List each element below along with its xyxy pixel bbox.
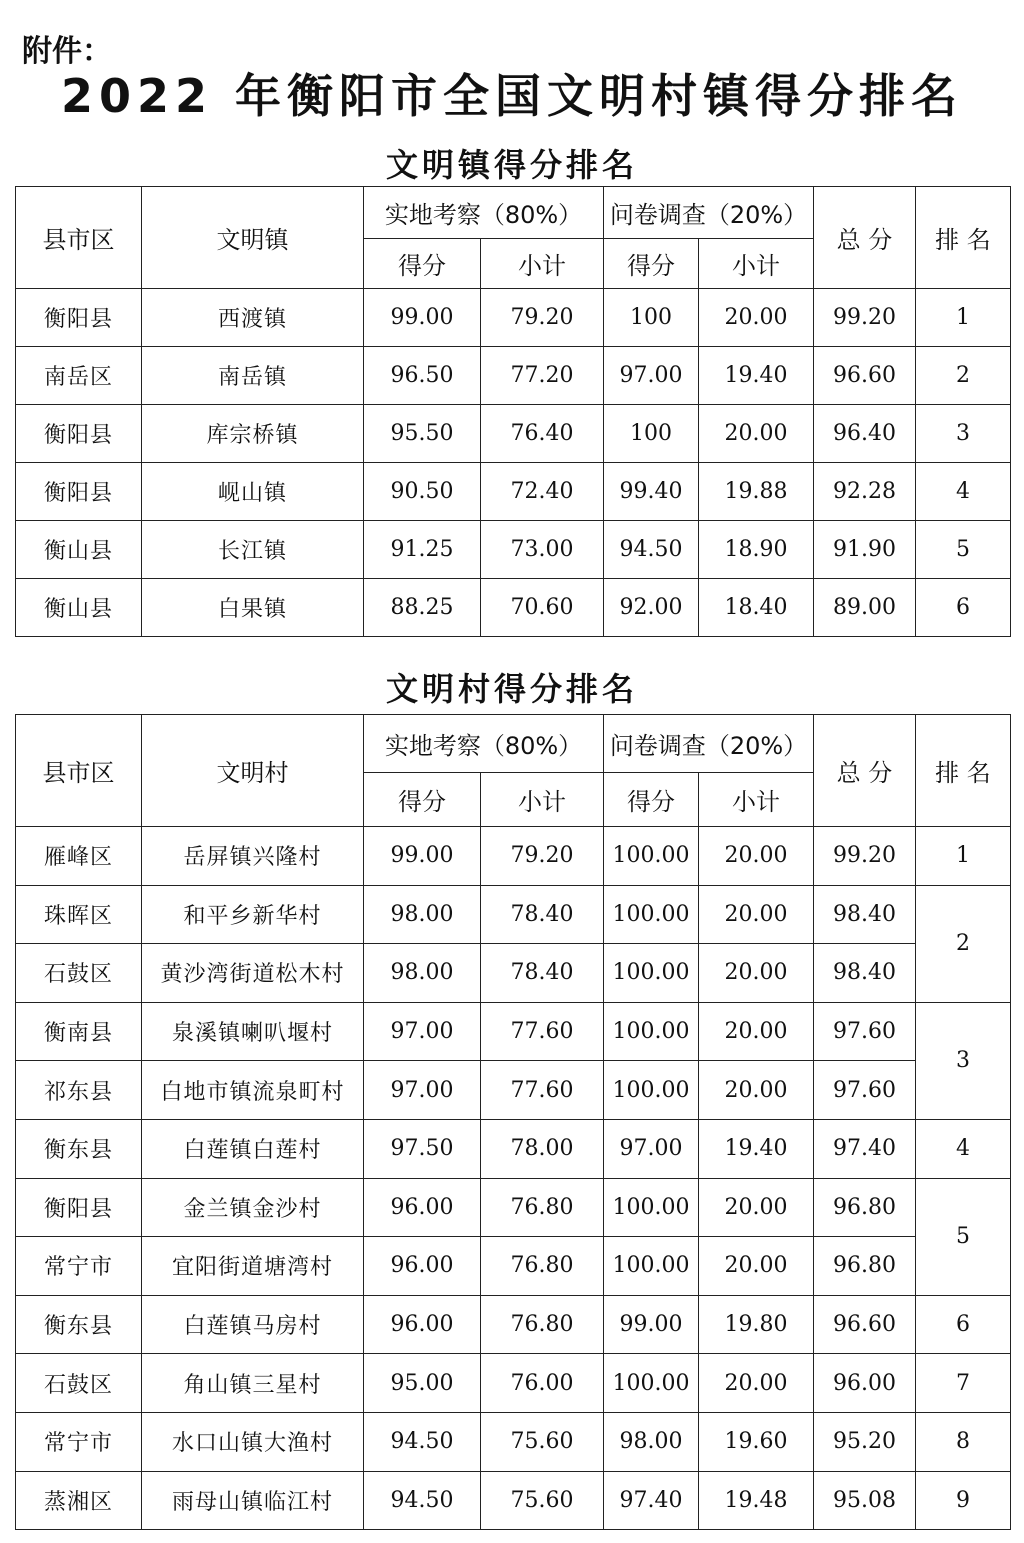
rank-cell: 3	[916, 1002, 1011, 1119]
field-subtotal-cell: 78.00	[481, 1119, 604, 1178]
total-cell: 89.00	[814, 579, 916, 637]
col-header-town: 文明镇	[142, 187, 364, 289]
rank-cell: 6	[916, 1295, 1011, 1354]
survey-score-cell: 100	[604, 289, 699, 347]
name-cell: 长江镇	[142, 521, 364, 579]
field-score-cell: 99.00	[364, 827, 481, 886]
field-score-cell: 97.50	[364, 1119, 481, 1178]
survey-subtotal-cell: 19.40	[699, 347, 814, 405]
field-score-cell: 94.50	[364, 1412, 481, 1471]
col-header-total: 总 分	[814, 715, 916, 827]
field-score-cell: 94.50	[364, 1471, 481, 1530]
field-subtotal-cell: 75.60	[481, 1412, 604, 1471]
field-subtotal-cell: 77.60	[481, 1061, 604, 1120]
col-header-survey-group: 问卷调查（20%）	[604, 715, 814, 773]
survey-score-cell: 100.00	[604, 944, 699, 1003]
survey-subtotal-cell: 20.00	[699, 1354, 814, 1413]
survey-subtotal-cell: 18.90	[699, 521, 814, 579]
rank-cell: 5	[916, 1178, 1011, 1295]
rank-cell: 2	[916, 347, 1011, 405]
rank-cell: 3	[916, 405, 1011, 463]
table-row	[16, 289, 1011, 347]
survey-score-cell: 100.00	[604, 885, 699, 944]
survey-subtotal-cell: 20.00	[699, 1061, 814, 1120]
survey-subtotal-cell: 18.40	[699, 579, 814, 637]
survey-subtotal-cell: 20.00	[699, 944, 814, 1003]
total-cell: 97.40	[814, 1119, 916, 1178]
towns-table	[15, 186, 1011, 637]
table-row	[16, 1119, 1011, 1178]
total-cell: 96.80	[814, 1178, 916, 1237]
field-subtotal-cell: 78.40	[481, 885, 604, 944]
table-row	[16, 521, 1011, 579]
survey-score-cell: 98.00	[604, 1412, 699, 1471]
total-cell: 96.60	[814, 1295, 916, 1354]
table-row	[16, 579, 1011, 637]
col-header-field-score: 得分	[364, 773, 481, 827]
total-cell: 97.60	[814, 1061, 916, 1120]
total-cell: 92.28	[814, 463, 916, 521]
county-cell: 衡阳县	[16, 405, 142, 463]
name-cell: 水口山镇大渔村	[142, 1412, 364, 1471]
field-score-cell: 96.00	[364, 1178, 481, 1237]
survey-score-cell: 97.40	[604, 1471, 699, 1530]
rank-cell: 8	[916, 1412, 1011, 1471]
field-score-cell: 99.00	[364, 289, 481, 347]
total-cell: 99.20	[814, 289, 916, 347]
survey-subtotal-cell: 20.00	[699, 1237, 814, 1296]
field-subtotal-cell: 79.20	[481, 289, 604, 347]
rank-cell: 4	[916, 1119, 1011, 1178]
rank-cell: 7	[916, 1354, 1011, 1413]
col-header-rank: 排 名	[916, 715, 1011, 827]
field-subtotal-cell: 73.00	[481, 521, 604, 579]
county-cell: 南岳区	[16, 347, 142, 405]
col-header-field-group: 实地考察（80%）	[364, 187, 604, 239]
name-cell: 角山镇三星村	[142, 1354, 364, 1413]
table-row	[16, 827, 1011, 886]
total-cell: 95.08	[814, 1471, 916, 1530]
table-row	[16, 463, 1011, 521]
survey-subtotal-cell: 20.00	[699, 1002, 814, 1061]
page-title: 2022 年衡阳市全国文明村镇得分排名	[60, 69, 964, 123]
survey-score-cell: 97.00	[604, 347, 699, 405]
county-cell: 雁峰区	[16, 827, 142, 886]
survey-score-cell: 100.00	[604, 1061, 699, 1120]
name-cell: 宜阳街道塘湾村	[142, 1237, 364, 1296]
col-header-field-subtotal: 小计	[481, 239, 604, 289]
total-cell: 98.40	[814, 885, 916, 944]
survey-score-cell: 100.00	[604, 827, 699, 886]
survey-score-cell: 100.00	[604, 1178, 699, 1237]
name-cell: 白莲镇白莲村	[142, 1119, 364, 1178]
name-cell: 岘山镇	[142, 463, 364, 521]
field-subtotal-cell: 77.60	[481, 1002, 604, 1061]
table-row	[16, 885, 1011, 944]
county-cell: 珠晖区	[16, 885, 142, 944]
county-cell: 常宁市	[16, 1412, 142, 1471]
rank-cell: 4	[916, 463, 1011, 521]
survey-score-cell: 100.00	[604, 1354, 699, 1413]
survey-subtotal-cell: 20.00	[699, 827, 814, 886]
county-cell: 衡南县	[16, 1002, 142, 1061]
name-cell: 库宗桥镇	[142, 405, 364, 463]
survey-subtotal-cell: 19.88	[699, 463, 814, 521]
rank-cell: 6	[916, 579, 1011, 637]
rank-cell: 1	[916, 827, 1011, 886]
table-row	[16, 944, 1011, 1003]
field-subtotal-cell: 76.80	[481, 1295, 604, 1354]
table-row	[16, 405, 1011, 463]
survey-score-cell: 94.50	[604, 521, 699, 579]
total-cell: 91.90	[814, 521, 916, 579]
table-row	[16, 1295, 1011, 1354]
name-cell: 雨母山镇临江村	[142, 1471, 364, 1530]
name-cell: 白果镇	[142, 579, 364, 637]
field-subtotal-cell: 76.00	[481, 1354, 604, 1413]
field-score-cell: 97.00	[364, 1061, 481, 1120]
field-subtotal-cell: 72.40	[481, 463, 604, 521]
name-cell: 白地市镇流泉町村	[142, 1061, 364, 1120]
table-row	[16, 1061, 1011, 1120]
field-subtotal-cell: 76.40	[481, 405, 604, 463]
survey-score-cell: 99.40	[604, 463, 699, 521]
villages-table	[15, 714, 1011, 1530]
name-cell: 金兰镇金沙村	[142, 1178, 364, 1237]
survey-subtotal-cell: 20.00	[699, 289, 814, 347]
survey-subtotal-cell: 20.00	[699, 1178, 814, 1237]
field-score-cell: 90.50	[364, 463, 481, 521]
rank-cell: 1	[916, 289, 1011, 347]
col-header-survey-group: 问卷调查（20%）	[604, 187, 814, 239]
total-cell: 97.60	[814, 1002, 916, 1061]
survey-subtotal-cell: 20.00	[699, 405, 814, 463]
field-score-cell: 96.00	[364, 1237, 481, 1296]
name-cell: 西渡镇	[142, 289, 364, 347]
field-score-cell: 98.00	[364, 885, 481, 944]
survey-score-cell: 100	[604, 405, 699, 463]
col-header-survey-score: 得分	[604, 773, 699, 827]
survey-subtotal-cell: 19.60	[699, 1412, 814, 1471]
field-subtotal-cell: 77.20	[481, 347, 604, 405]
col-header-survey-subtotal: 小计	[699, 239, 814, 289]
field-subtotal-cell: 78.40	[481, 944, 604, 1003]
col-header-survey-score: 得分	[604, 239, 699, 289]
col-header-field-subtotal: 小计	[481, 773, 604, 827]
table-row	[16, 1354, 1011, 1413]
county-cell: 衡阳县	[16, 1178, 142, 1237]
field-subtotal-cell: 76.80	[481, 1178, 604, 1237]
survey-subtotal-cell: 19.80	[699, 1295, 814, 1354]
rank-cell: 9	[916, 1471, 1011, 1530]
field-score-cell: 91.25	[364, 521, 481, 579]
col-header-county: 县市区	[16, 715, 142, 827]
towns-section-title: 文明镇得分排名	[385, 146, 638, 184]
col-header-village: 文明村	[142, 715, 364, 827]
county-cell: 衡山县	[16, 579, 142, 637]
total-cell: 96.60	[814, 347, 916, 405]
field-subtotal-cell: 75.60	[481, 1471, 604, 1530]
name-cell: 白莲镇马房村	[142, 1295, 364, 1354]
total-cell: 95.20	[814, 1412, 916, 1471]
total-cell: 96.80	[814, 1237, 916, 1296]
county-cell: 衡阳县	[16, 463, 142, 521]
survey-subtotal-cell: 19.48	[699, 1471, 814, 1530]
col-header-total: 总 分	[814, 187, 916, 289]
survey-score-cell: 92.00	[604, 579, 699, 637]
total-cell: 98.40	[814, 944, 916, 1003]
county-cell: 石鼓区	[16, 944, 142, 1003]
name-cell: 和平乡新华村	[142, 885, 364, 944]
name-cell: 岳屏镇兴隆村	[142, 827, 364, 886]
survey-subtotal-cell: 20.00	[699, 885, 814, 944]
survey-score-cell: 100.00	[604, 1237, 699, 1296]
table-row	[16, 1412, 1011, 1471]
col-header-field-group: 实地考察（80%）	[364, 715, 604, 773]
county-cell: 祁东县	[16, 1061, 142, 1120]
field-score-cell: 96.50	[364, 347, 481, 405]
field-score-cell: 95.50	[364, 405, 481, 463]
col-header-field-score: 得分	[364, 239, 481, 289]
survey-score-cell: 99.00	[604, 1295, 699, 1354]
survey-subtotal-cell: 19.40	[699, 1119, 814, 1178]
county-cell: 常宁市	[16, 1237, 142, 1296]
table-row	[16, 1471, 1011, 1530]
county-cell: 衡阳县	[16, 289, 142, 347]
name-cell: 南岳镇	[142, 347, 364, 405]
county-cell: 石鼓区	[16, 1354, 142, 1413]
field-subtotal-cell: 79.20	[481, 827, 604, 886]
field-score-cell: 96.00	[364, 1295, 481, 1354]
total-cell: 96.00	[814, 1354, 916, 1413]
table-row	[16, 1178, 1011, 1237]
col-header-rank: 排 名	[916, 187, 1011, 289]
name-cell: 泉溪镇喇叭堰村	[142, 1002, 364, 1061]
field-score-cell: 88.25	[364, 579, 481, 637]
table-row	[16, 1237, 1011, 1296]
field-score-cell: 97.00	[364, 1002, 481, 1061]
attachment-label: 附件：	[22, 34, 112, 69]
total-cell: 96.40	[814, 405, 916, 463]
total-cell: 99.20	[814, 827, 916, 886]
table-row	[16, 1002, 1011, 1061]
col-header-survey-subtotal: 小计	[699, 773, 814, 827]
rank-cell: 2	[916, 885, 1011, 1002]
field-subtotal-cell: 70.60	[481, 579, 604, 637]
county-cell: 衡东县	[16, 1295, 142, 1354]
field-score-cell: 98.00	[364, 944, 481, 1003]
county-cell: 蒸湘区	[16, 1471, 142, 1530]
field-score-cell: 95.00	[364, 1354, 481, 1413]
field-subtotal-cell: 76.80	[481, 1237, 604, 1296]
villages-section-title: 文明村得分排名	[385, 670, 638, 708]
county-cell: 衡山县	[16, 521, 142, 579]
name-cell: 黄沙湾街道松木村	[142, 944, 364, 1003]
col-header-county: 县市区	[16, 187, 142, 289]
county-cell: 衡东县	[16, 1119, 142, 1178]
survey-score-cell: 100.00	[604, 1002, 699, 1061]
table-row	[16, 347, 1011, 405]
rank-cell: 5	[916, 521, 1011, 579]
survey-score-cell: 97.00	[604, 1119, 699, 1178]
